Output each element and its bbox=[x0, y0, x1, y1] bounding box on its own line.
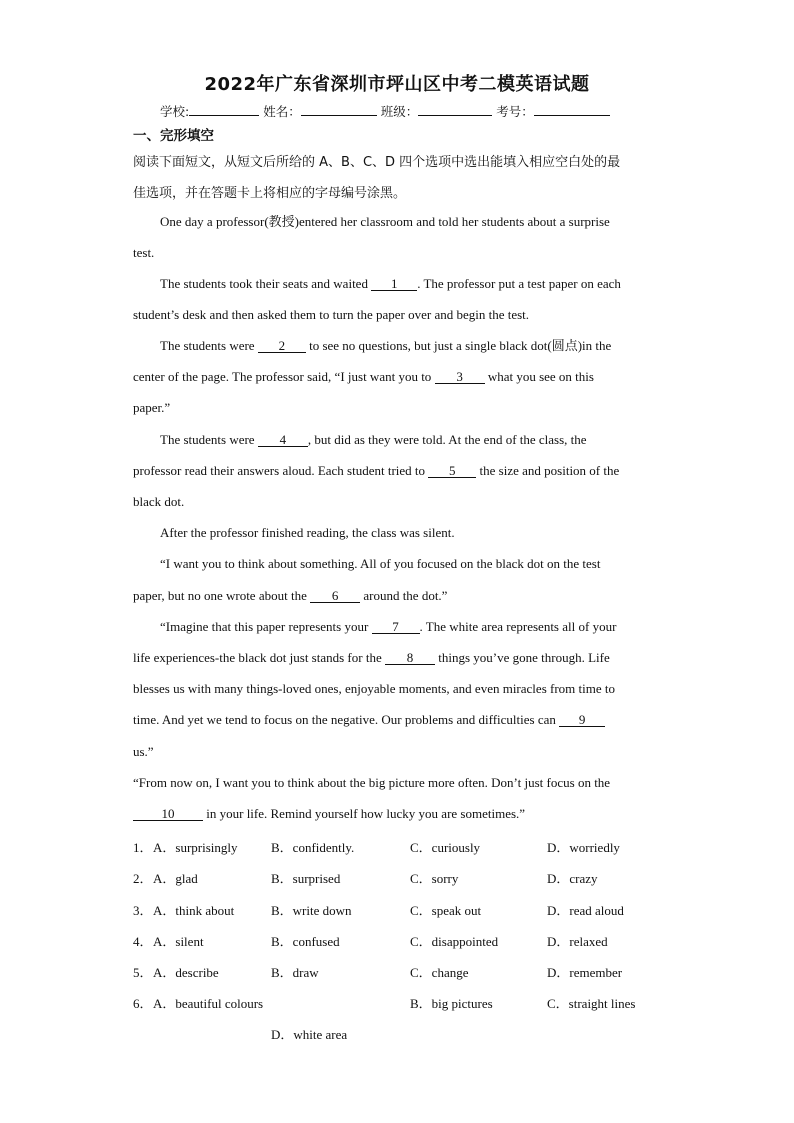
student-info-line bbox=[160, 102, 610, 120]
blank-3[interactable]: 3 bbox=[435, 370, 485, 384]
option-a[interactable]: A．glad bbox=[153, 871, 198, 886]
option-d[interactable]: D．crazy bbox=[547, 871, 598, 886]
passage-line: student’s desk and then asked them to turn the paper over and begin the test. bbox=[133, 307, 530, 322]
option-b[interactable]: B．write down bbox=[271, 903, 352, 918]
exam-no-label: 考号： bbox=[496, 104, 534, 119]
passage-text: . The professor put a test paper on each bbox=[417, 276, 621, 291]
option-d[interactable]: D．worriedly bbox=[547, 840, 620, 855]
passage-text: “Imagine that this paper represents your bbox=[160, 619, 372, 634]
question-number: 1． bbox=[133, 840, 153, 855]
passage-text: professor read their answers aloud. Each student tried to bbox=[133, 463, 429, 478]
class-label: 班级： bbox=[380, 104, 419, 119]
passage-text: paper, but no one wrote about the bbox=[133, 588, 311, 603]
class-blank[interactable] bbox=[418, 103, 492, 116]
passage-line: black dot. bbox=[133, 494, 185, 509]
blank-6[interactable]: 6 bbox=[310, 589, 360, 603]
blank-9[interactable]: 9 bbox=[559, 713, 605, 727]
option-a[interactable]: A．beautiful colours bbox=[153, 996, 264, 1011]
passage-line: blesses us with many things-loved ones, enjoyable moments, and even miracles from time to bbox=[133, 681, 615, 696]
name-label: 姓名： bbox=[263, 104, 301, 119]
question-number: 4． bbox=[133, 934, 153, 949]
instruction-line: 佳选项，并在答题卡上将相应的字母编号涂黑。 bbox=[133, 186, 407, 201]
passage-line: One day a professor(教授)entered her classroom and told her students about a surprise bbox=[160, 214, 610, 229]
instruction-line: 阅读下面短文，从短文后所给的 A、B、C、D 四个选项中选出能填入相应空白处的最 bbox=[133, 155, 621, 170]
option-a[interactable]: A．think about bbox=[153, 903, 235, 918]
school-label: 学校: bbox=[160, 104, 190, 119]
passage-text: time. And yet we tend to focus on the negative. Our problems and difficulties can bbox=[133, 712, 560, 727]
option-b[interactable]: B．draw bbox=[271, 965, 319, 980]
passage-line: After the professor finished reading, the class was silent. bbox=[160, 525, 455, 540]
blank-1[interactable]: 1 bbox=[371, 277, 417, 291]
passage-text: the size and position of the bbox=[476, 463, 620, 478]
passage-text: to see no questions, but just a single black dot(圆点)in the bbox=[305, 338, 612, 353]
blank-4[interactable]: 4 bbox=[258, 433, 308, 447]
option-d[interactable]: D．read aloud bbox=[547, 903, 624, 918]
page-title: 2022年广东省深圳市坪山区中考二模英语试题 bbox=[204, 74, 590, 95]
option-c[interactable]: C．disappointed bbox=[410, 934, 499, 949]
school-blank[interactable] bbox=[189, 103, 259, 116]
passage-text: life experiences-the black dot just stands for the bbox=[133, 650, 385, 665]
question-number: 5． bbox=[133, 965, 153, 980]
option-b[interactable]: B．confused bbox=[271, 934, 340, 949]
passage-text: around the dot.” bbox=[360, 588, 448, 603]
passage-text: things you’ve gone through. Life bbox=[434, 650, 610, 665]
option-d[interactable]: D．white area bbox=[271, 1027, 348, 1042]
question-number: 3． bbox=[133, 903, 153, 918]
passage-line bbox=[133, 712, 605, 728]
passage-text: . The white area represents all of your bbox=[419, 619, 617, 634]
passage-line bbox=[133, 463, 619, 479]
option-c[interactable]: C．straight lines bbox=[547, 996, 636, 1011]
option-a[interactable]: A．describe bbox=[153, 965, 219, 980]
passage-line bbox=[133, 369, 594, 385]
option-c[interactable]: C．sorry bbox=[410, 871, 459, 886]
blank-5[interactable]: 5 bbox=[428, 464, 476, 478]
passage-line bbox=[160, 432, 587, 448]
passage-line bbox=[133, 650, 610, 666]
passage-line: paper.” bbox=[133, 400, 171, 415]
passage-text: in your life. Remind yourself how lucky you are sometimes.” bbox=[203, 806, 526, 821]
passage-line bbox=[133, 806, 525, 822]
section-heading: 一、完形填空 bbox=[133, 128, 214, 144]
option-a[interactable]: A．surprisingly bbox=[153, 840, 238, 855]
passage-line: us.” bbox=[133, 744, 154, 759]
blank-7[interactable]: 7 bbox=[372, 620, 420, 634]
option-d[interactable]: D．remember bbox=[547, 965, 623, 980]
option-b[interactable]: B．big pictures bbox=[410, 996, 493, 1011]
passage-text: The students were bbox=[160, 432, 258, 447]
option-b[interactable]: B．surprised bbox=[271, 871, 341, 886]
passage-line bbox=[133, 588, 447, 604]
option-c[interactable]: C．change bbox=[410, 965, 469, 980]
passage-text: what you see on this bbox=[484, 369, 594, 384]
blank-2[interactable]: 2 bbox=[258, 339, 306, 353]
passage-line bbox=[160, 276, 621, 292]
passage-text: , but did as they were told. At the end of the class, the bbox=[307, 432, 587, 447]
passage-line bbox=[160, 619, 616, 635]
passage-text: The students took their seats and waited bbox=[160, 276, 372, 291]
passage-text: The students were bbox=[160, 338, 258, 353]
passage-line: “I want you to think about something. All of you focused on the black dot on the test bbox=[160, 556, 601, 571]
exam-no-blank[interactable] bbox=[534, 103, 610, 116]
passage-text: center of the page. The professor said, “I just want you to bbox=[133, 369, 435, 384]
passage-line: test. bbox=[133, 245, 155, 260]
question-number: 6． bbox=[133, 996, 153, 1011]
blank-8[interactable]: 8 bbox=[385, 651, 435, 665]
passage-line: “From now on, I want you to think about the big picture more often. Don’t just focus on the bbox=[133, 775, 611, 790]
passage-line bbox=[160, 338, 611, 354]
option-b[interactable]: B．confidently. bbox=[271, 840, 355, 855]
question-number: 2． bbox=[133, 871, 153, 886]
blank-10[interactable]: 10 bbox=[133, 807, 203, 821]
option-c[interactable]: C．curiously bbox=[410, 840, 481, 855]
option-a[interactable]: A．silent bbox=[153, 934, 204, 949]
option-d[interactable]: D．relaxed bbox=[547, 934, 608, 949]
name-blank[interactable] bbox=[301, 103, 377, 116]
option-c[interactable]: C．speak out bbox=[410, 903, 482, 918]
